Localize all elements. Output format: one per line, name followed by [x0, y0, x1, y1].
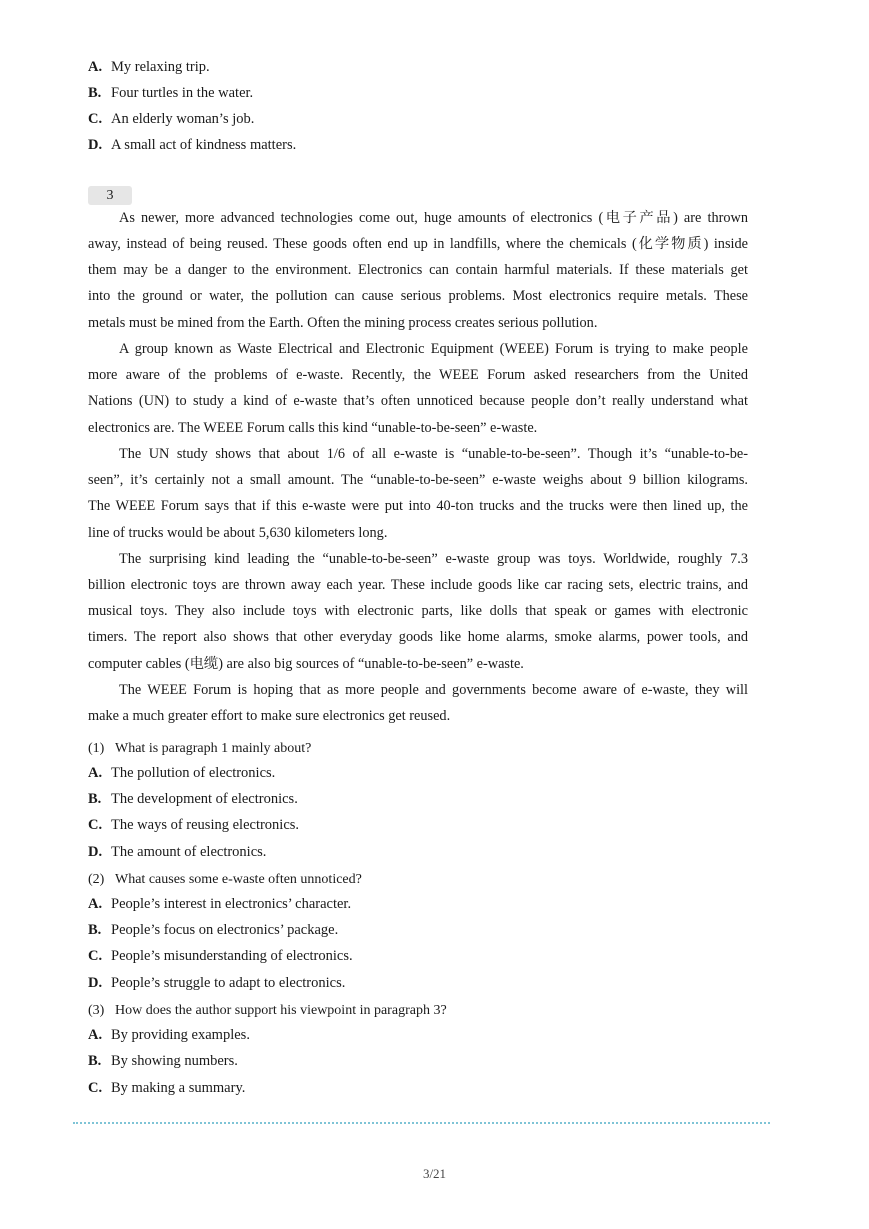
option-letter: C. — [88, 817, 103, 833]
question-text: What causes some e-waste often unnoticed? — [115, 872, 362, 887]
passage-line: seen”, it’s certainly not a small amount. The “unable-to-be-seen” e-waste weighs about 9 billion kilograms. — [88, 472, 748, 488]
passage-line: them may be a danger to the environment. Electronics can contain harmful materials. If these materials get — [88, 262, 748, 278]
option-text: People’s struggle to adapt to electronics. — [111, 975, 346, 991]
prev-option-b — [88, 83, 253, 103]
question-1-option-d[interactable] — [88, 842, 266, 862]
passage-line: electronics are. The WEEE Forum calls this kind “unable-to-be-seen” e-waste. — [88, 420, 538, 436]
option-letter: A. — [88, 59, 103, 75]
option-letter: D. — [88, 137, 103, 153]
prev-option-d — [88, 135, 296, 155]
option-text: The amount of electronics. — [111, 844, 267, 860]
question-1-option-a[interactable] — [88, 763, 275, 783]
option-letter: B. — [88, 1053, 102, 1069]
question-1-option-c[interactable] — [88, 815, 299, 835]
option-text: By making a summary. — [111, 1080, 246, 1096]
passage-line: The WEEE Forum is hoping that as more people and governments become aware of e-waste, they will — [119, 682, 748, 698]
question-number: (2) — [88, 872, 105, 887]
option-text: By showing numbers. — [111, 1053, 238, 1069]
option-letter: A. — [88, 1027, 103, 1043]
question-text: How does the author support his viewpoint in paragraph 3? — [115, 1003, 447, 1018]
question-text: What is paragraph 1 mainly about? — [115, 741, 312, 756]
option-text: By providing examples. — [111, 1027, 250, 1043]
option-letter: C. — [88, 948, 103, 964]
prev-option-c — [88, 109, 254, 129]
passage-line: The WEEE Forum says that if this e-waste were put into 40-ton trucks and the trucks were then lined up, the — [88, 498, 748, 514]
passage-line: musical toys. They also include toys with electronic parts, like dolls that speak or games with electronic — [88, 603, 748, 619]
option-text: People’s interest in electronics’ character. — [111, 896, 352, 912]
question-1 — [88, 739, 311, 759]
passage-line: billion electronic toys are thrown away each year. These include goods like car racing sets, electric trains, and — [88, 577, 748, 593]
option-text: People’s misunderstanding of electronics. — [111, 948, 353, 964]
passage-line: line of trucks would be about 5,630 kilometers long. — [88, 525, 388, 541]
passage-line: The surprising kind leading the “unable-to-be-seen” e-waste group was toys. Worldwide, roughly 7.3 — [119, 551, 748, 567]
option-text: People’s focus on electronics’ package. — [111, 922, 339, 938]
option-letter: B. — [88, 922, 102, 938]
passage-line: make a much greater effort to make sure electronics get reused. — [88, 708, 451, 724]
page-number: 3/21 — [422, 1166, 447, 1181]
option-text: Four turtles in the water. — [111, 85, 254, 101]
passage-line: more aware of the problems of e-waste. Recently, the WEEE Forum asked researchers from the United — [88, 367, 748, 383]
question-1-option-b[interactable] — [88, 789, 298, 809]
passage-line: A group known as Waste Electrical and Electronic Equipment (WEEE) Forum is trying to make people — [119, 341, 748, 357]
passage-line: into the ground or water, the pollution can cause serious problems. Most electronics require metals. These — [88, 288, 748, 304]
passage-line: metals must be mined from the Earth. Often the mining process creates serious pollution. — [88, 315, 598, 331]
option-letter: C. — [88, 1080, 103, 1096]
question-2 — [88, 870, 362, 890]
option-text: The ways of reusing electronics. — [111, 817, 300, 833]
option-letter: D. — [88, 844, 103, 860]
option-letter: D. — [88, 975, 103, 991]
option-text: A small act of kindness matters. — [111, 137, 297, 153]
option-letter: A. — [88, 765, 103, 781]
passage-number-badge: 3 — [88, 186, 132, 205]
question-3 — [88, 1001, 447, 1021]
question-2-option-b[interactable] — [88, 920, 338, 940]
option-letter: A. — [88, 896, 103, 912]
option-text: An elderly woman’s job. — [111, 111, 255, 127]
option-text: The development of electronics. — [111, 791, 298, 807]
question-number: (1) — [88, 741, 105, 756]
passage-line: The UN study shows that about 1/6 of all e-waste is “unable-to-be-seen”. Though it’s “unable-to-be- — [119, 446, 748, 462]
option-letter: B. — [88, 85, 102, 101]
dotted-divider — [73, 1122, 770, 1124]
passage-line: computer cables (电缆) are also big sources of “unable-to-be-seen” e-waste. — [88, 656, 524, 672]
question-2-option-c[interactable] — [88, 946, 353, 966]
option-text: My relaxing trip. — [111, 59, 210, 75]
question-number: (3) — [88, 1003, 105, 1018]
question-2-option-a[interactable] — [88, 894, 351, 914]
option-letter: B. — [88, 791, 102, 807]
question-3-option-b[interactable] — [88, 1051, 238, 1071]
passage-line: Nations (UN) to study a kind of e-waste that’s often unnoticed because people don’t really understand what — [88, 393, 748, 409]
question-3-option-a[interactable] — [88, 1025, 250, 1045]
passage-line: timers. The report also shows that other everyday goods like home alarms, smoke alarms, power tools, and — [88, 629, 748, 645]
option-letter: C. — [88, 111, 103, 127]
prev-option-a — [88, 57, 210, 77]
passage-line: As newer, more advanced technologies come out, huge amounts of electronics (电子产品) are thrown — [119, 210, 748, 226]
question-3-option-c[interactable] — [88, 1078, 245, 1098]
option-text: The pollution of electronics. — [111, 765, 276, 781]
question-2-option-d[interactable] — [88, 973, 345, 993]
passage-line: away, instead of being reused. These goods often end up in landfills, where the chemicals (化学物质) inside — [88, 236, 748, 252]
